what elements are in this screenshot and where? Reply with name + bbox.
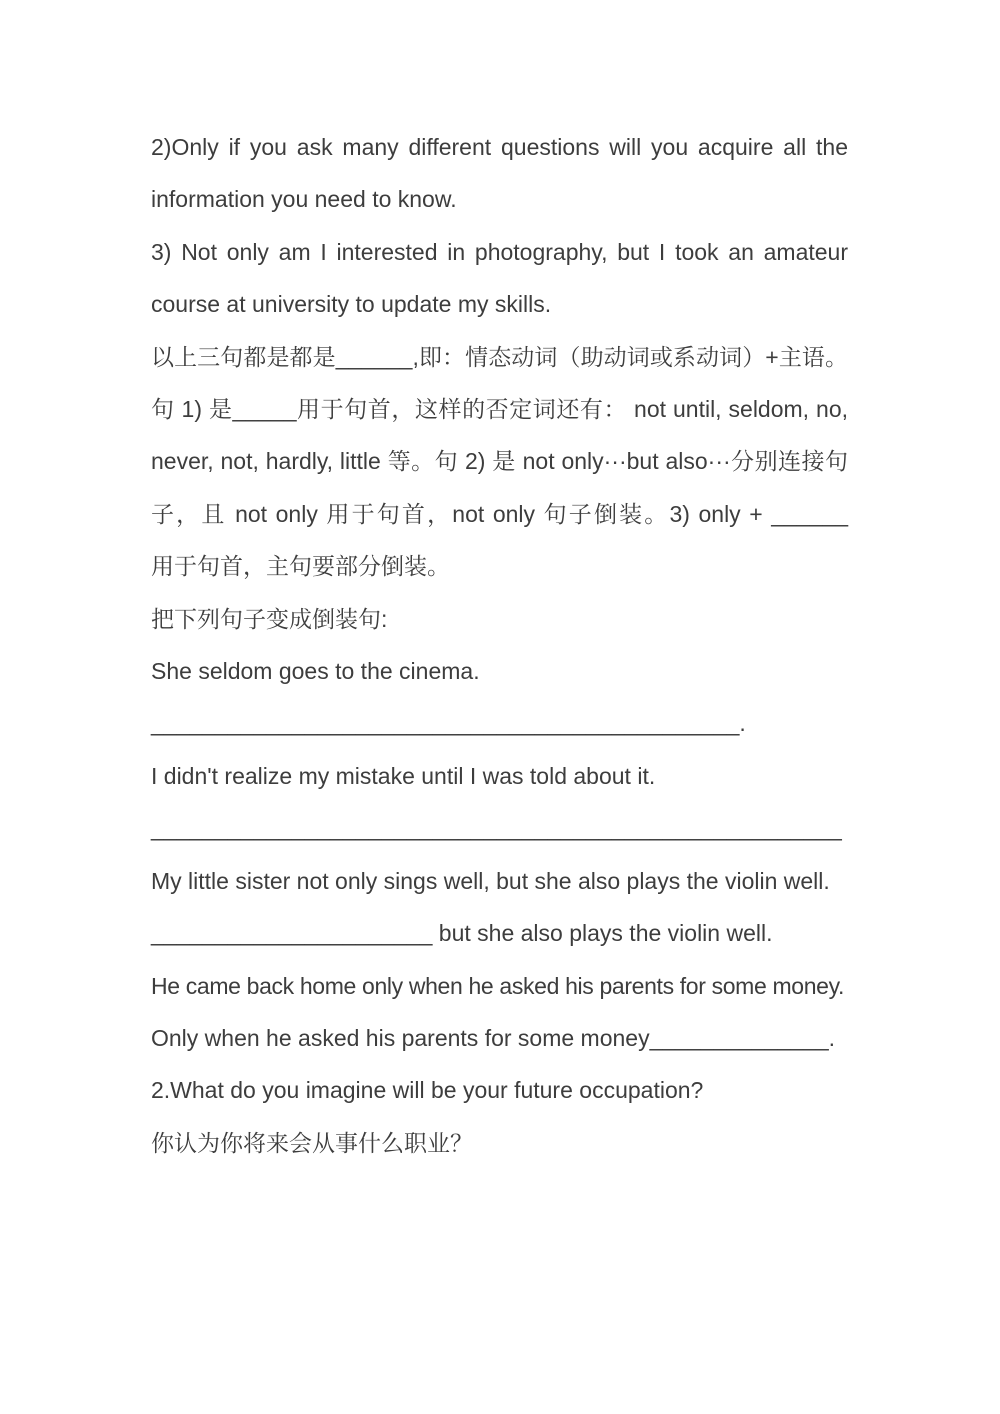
text-line-question2-chinese: 你认为你将来会从事什么职业？ (151, 1129, 473, 1156)
text-line-explanation-4: 子，且 not only 用于句首，not only 句子倒装。3) only + ______ (151, 500, 848, 527)
text-line-exercise1-prompt: She seldom goes to the cinema. (151, 658, 480, 685)
text-line-exercise-heading: 把下列句子变成倒装句: (151, 605, 388, 632)
text-line-question2-english: 2.What do you imagine will be your future occupation? (151, 1077, 704, 1104)
text-line-exercise1-blank: ______________________________________________. (151, 710, 746, 737)
text-line-sentence2-part1: 2)Only if you ask many different questions will you acquire all the (151, 134, 848, 160)
text-line-sentence3-part1: 3) Not only am I interested in photography, but I took an amateur (151, 238, 848, 265)
text-line-explanation-3: never, not, hardly, little 等。句 2) 是 not only···but also···分别连接句 (151, 448, 848, 475)
text-line-exercise4-prompt: He came back home only when he asked his parents for some money. (151, 972, 845, 999)
text-line-sentence2-part2: information you need to know. (151, 186, 457, 213)
text-line-exercise4-blank: Only when he asked his parents for some money______________. (151, 1024, 836, 1051)
text-line-exercise3-blank: ______________________ but she also plays the violin well. (151, 920, 773, 947)
text-line-sentence3-part2: course at university to update my skills. (151, 291, 552, 318)
text-line-exercise2-prompt: I didn't realize my mistake until I was told about it. (151, 762, 656, 789)
text-line-exercise3-prompt: My little sister not only sings well, but she also plays the violin well. (151, 867, 830, 894)
text-line-explanation-2: 句 1) 是_____用于句首，这样的否定词还有： not until, seldom, no, (151, 396, 848, 423)
document-body (151, 121, 848, 1169)
text-line-explanation-1: 以上三句都是都是______,即：情态动词（助动词或系动词）+主语。 (151, 343, 848, 370)
text-line-exercise2-blank: ______________________________________________________ (151, 815, 842, 842)
text-line-explanation-5: 用于句首，主句要部分倒装。 (151, 553, 450, 580)
